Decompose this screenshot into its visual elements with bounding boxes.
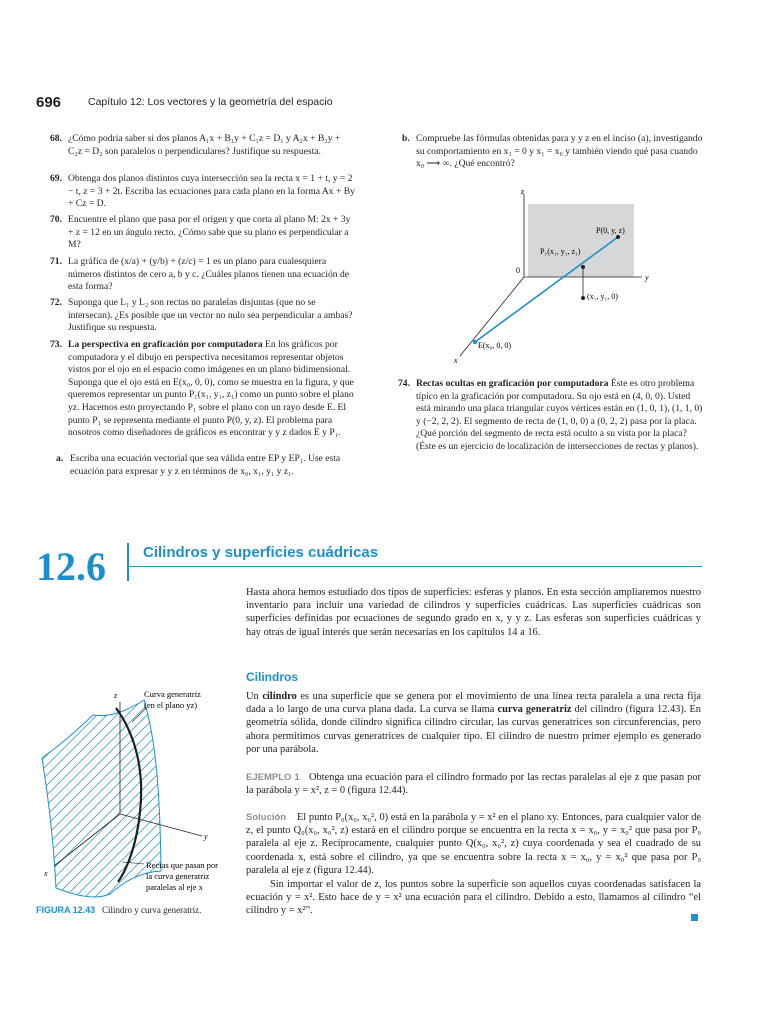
point-E — [473, 340, 477, 344]
yz-plane-shade — [528, 204, 634, 277]
E-label: E(x₀, 0, 0) — [478, 341, 512, 350]
exercise-71 — [50, 256, 356, 294]
lines-label-line-3: paralelas al eje x — [146, 882, 203, 892]
exercise-number: 72. — [50, 297, 62, 308]
exercise-number: 74. — [398, 378, 410, 389]
point-P — [616, 235, 620, 239]
exercise-74 — [398, 378, 706, 454]
y-label: y — [204, 832, 208, 841]
z-label: z — [114, 691, 118, 700]
part-label: b. — [402, 133, 410, 144]
subheading-cilindros: Cilindros — [246, 670, 299, 684]
exercise-69 — [50, 173, 356, 211]
lines-label-line-1: Rectas que pasan por — [146, 860, 218, 870]
solution — [246, 811, 701, 877]
exercise-text: Éste es otro problema típico en la graficación por computadora. Su ojo está en (4, 0, 0). Usted está mirando una placa triangular cuyos vértices están en (1, 0, 1), (1, 1, 0) y (−2, 2, 2). El segmento de recta de (1, 0, 0) a (0, 2, 2) pasa por la placa. ¿Qué porción del segmento de recta está oculto a su vista por la placa? (Éste es un ejercicio de localización de intersecciones de rectas y planos). — [416, 378, 703, 452]
z-label: z — [521, 187, 525, 196]
point-P1 — [581, 265, 585, 269]
exercise-number: 68. — [50, 133, 62, 144]
part-text: Escriba una ecuación vectorial que sea válida entre EP y EP₁. Use esta ecuación para expresar y y z en términos de x₀, x₁, y₁ y z₁. — [70, 453, 341, 477]
page-number: 696 — [36, 94, 62, 111]
exercise-73-part-a — [56, 453, 356, 478]
section-rule — [129, 566, 702, 567]
exercise-number: 70. — [50, 214, 62, 225]
exercise-number: 69. — [50, 173, 62, 184]
exercise-title: Rectas ocultas en graficación por computadora — [416, 378, 609, 389]
end-of-example-icon — [691, 914, 698, 921]
part-text: Compruebe las fórmulas obtenidas para y y z en el inciso (a), investigando su comportamiento en x₁ = 0 y x₁ = x₀ y también viendo qué pasa cuando x₀ ⟶ ∞. ¿Qué encontró? — [416, 133, 703, 170]
x-label: x — [454, 356, 458, 365]
text-run: Un — [246, 691, 263, 702]
foot-label: (x₁, y₁, 0) — [587, 292, 618, 301]
exercise-number: 73. — [50, 339, 62, 350]
section-number: 12.6 — [36, 544, 106, 589]
exercise-text: Suponga que L₁ y L₂ son rectas no paralelas disjuntas (que no se intersecan). ¿Es posible que un vector no nulo sea perpendicular a ambas? Justifique su respuesta. — [68, 297, 353, 334]
curve-label-line-1: Curva generatriz — [144, 689, 201, 699]
figure-caption-text: Cilindro y curva generatriz. — [101, 905, 202, 915]
text-run: del cilindro (figura 12.43). En geometría sólida, donde cilindro significa cilindro circular, las curvas generatrices son circunferencias, pero ahora permitimos curvas generatrices de cualquier tipo. El cilindro de nuestro primer ejemplo es generado por una parábola. — [246, 704, 702, 755]
figure-label: FIGURA 12.43 — [36, 905, 96, 915]
cylinder-figure — [36, 686, 241, 906]
term-curva-generatriz: curva generatriz — [497, 704, 572, 716]
exercise-70 — [50, 214, 356, 252]
exercise-text: Encuentre el plano que pasa por el origen y que corta al plano M: 2x + 3y + z = 12 en un ángulo recto. ¿Cómo sabe que su plano es perpendicular a M? — [68, 214, 351, 251]
exercise-68 — [50, 133, 356, 158]
curve-label-line-2: (en el plano yz) — [144, 700, 198, 710]
section-intro: Hasta ahora hemos estudiado dos tipos de superficies: esferas y planos. En esta sección ampliaremos nuestro inventario para incluir una variedad de cilindros y superficies cuádricas. Las superficies cuádricas son superficies definidas por ecuaciones de segundo grado en x, y y z. Las esferas son superficies cuádricas y hay otras de igual interés que serán necesarias en los capítulos 14 a 16. — [246, 587, 701, 638]
term-cilindro: cilindro — [262, 691, 297, 702]
solution-text: El punto P₀(x₀, x₀², 0) está en la parábola y = x² en el plano xy. Entonces, para cualquier valor de z, el punto Q₀(x₀, x₀², z) estará en el cilindro porque se encuentra en la recta x = x₀, y = x₀² que pasa por P₀ paralela al eje z. Recíprocamente, cualquier punto Q(x₀, x₀², z) cuya coordenada y sea el cuadrado de su coordenada x, está sobre el cilindro, ya que se encuentra sobre la recta x = x₀, y = x₀² que pasa por P₀ paralela al eje z (figura 12.44). — [246, 812, 701, 876]
exercise-73-part-b — [402, 133, 706, 171]
exercise-text: En los gráficos por computadora y el dibujo en perspectiva necesitamos representar objetos vistos por el ojo en el espacio como imágenes en un plano bidimensional. Suponga que el ojo está en E(x₀, 0, 0), como se muestra en la figura, y que queremos representar un punto P₁(x₁, y₁, z₁) como un punto sobre el plano yz. Hacemos esto proyectando P₁ sobre el plano con un rayo desde E. El punto P₁ se representa mediante el punto P(0, y, z). El problema para nosotros como diseñadores de gráficos es encontrar y y z dados E y P₁. — [68, 339, 354, 439]
origin-label: 0 — [516, 266, 520, 275]
exercise-text: Obtenga dos planos distintos cuya intersección sea la recta x = 1 + t, y = 2 − t, z = 3 + 2t. Escriba las ecuaciones para cada plano en la forma Ax + By + Cz = D. — [68, 173, 355, 210]
perspective-figure — [440, 180, 670, 370]
exercise-72 — [50, 297, 356, 335]
exercise-73 — [50, 339, 356, 440]
lines-label-line-2: la curva generatriz — [146, 871, 210, 881]
solution-label: Solución — [246, 812, 287, 823]
exercise-text: La gráfica de (x/a) + (y/b) + (z/c) = 1 es un plano para cualesquiera números distintos de cero a, b y c. ¿Cuáles planos tienen una ecuación de esta forma? — [68, 256, 350, 293]
example-text: Obtenga una ecuación para el cilindro formado por las rectas paralelas al eje z que pasan por la parábola y = x², z = 0 (figura 12.44). — [246, 772, 702, 797]
P1-label: P₁(x₁, y₁, z₁) — [540, 247, 581, 256]
x-label: x — [44, 869, 48, 878]
y-label: y — [645, 273, 649, 282]
chapter-title: Capítulo 12: Los vectores y la geometría del espacio — [88, 96, 333, 108]
cylinder-definition — [246, 690, 701, 756]
figure-caption — [36, 905, 201, 915]
section-title: Cilindros y superficies cuádricas — [143, 544, 379, 561]
exercise-title: La perspectiva en graficación por computadora — [68, 339, 263, 350]
part-label: a. — [56, 453, 64, 464]
example-1 — [246, 771, 701, 797]
section-divider — [127, 543, 129, 581]
P-label: P(0, y, z) — [596, 226, 625, 235]
example-label: EJEMPLO 1 — [246, 772, 300, 783]
exercise-text: ¿Cómo podría saber si dos planos A₁x + B₁y + C₁z = D₁ y A₂x + B₂y + C₂z = D₂ son paralelos o perpendiculares? Justifique su respuesta. — [68, 133, 341, 157]
solution-conclusion: Sin importar el valor de z, los puntos sobre la superficie son aquellos cuyas coordenadas satisfacen la ecuación y = x². Esto hace de y = x² una ecuación para el cilindro. Debido a esto, llamamos al cilindro “el cilindro y = x²”. — [246, 879, 701, 917]
point-foot — [581, 296, 585, 300]
exercise-number: 71. — [50, 256, 62, 267]
text-run: es una superficie que se genera por el movimiento de una línea recta paralela a una recta fija dada a lo largo de una curva plana dada. La curva se llama — [246, 691, 701, 716]
